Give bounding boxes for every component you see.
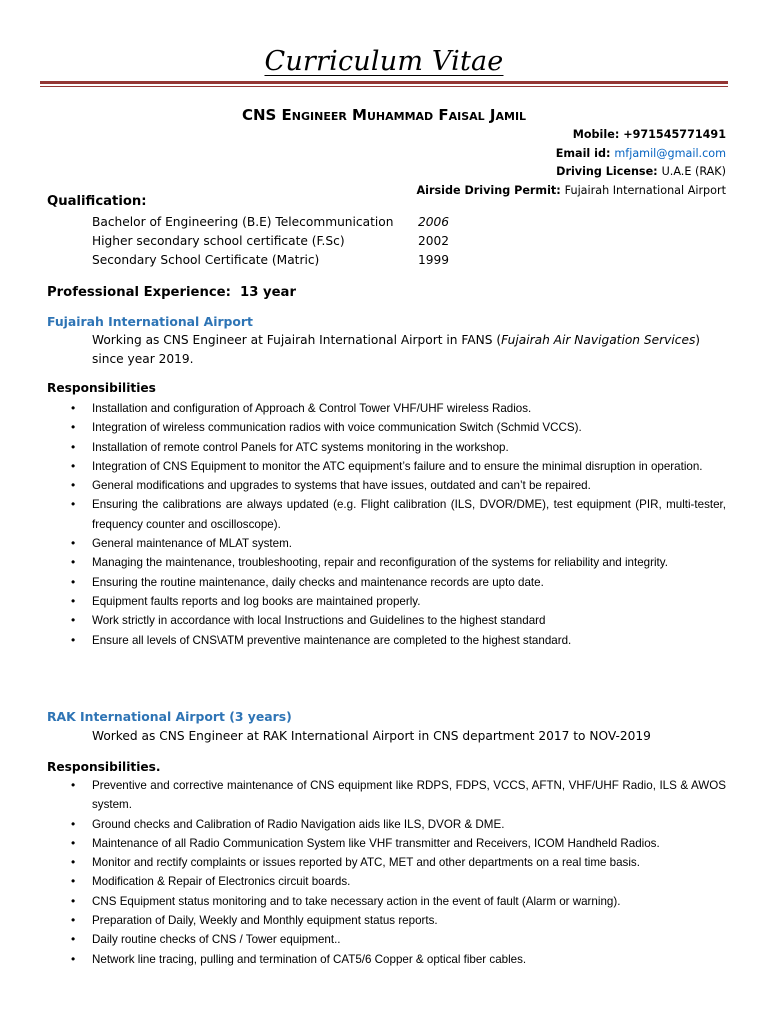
- list-item: • General maintenance of MLAT system.: [92, 534, 726, 553]
- list-item: • Ensure all levels of CNS\ATM preventive maintenance are completed to the highest standard.: [92, 631, 726, 650]
- job-description-text: Working as CNS Engineer at Fujairah International Airport in FANS (: [92, 333, 502, 347]
- contact-mobile: [417, 126, 727, 145]
- mobile-value: +971545771491: [623, 128, 726, 141]
- qualification-row: [92, 213, 468, 232]
- list-item: • Ensuring the routine maintenance, daily checks and maintenance records are upto date.: [92, 573, 726, 592]
- title-divider-thick: [40, 81, 728, 84]
- qualification-degree: Bachelor of Engineering (B.E) Telecommunication: [92, 215, 394, 229]
- document-title: Curriculum Vitae: [264, 46, 504, 77]
- experience-heading: Professional Experience: 13 year: [47, 285, 296, 300]
- qualification-row: [92, 232, 468, 251]
- contact-license: [417, 163, 727, 182]
- list-item: • Network line tracing, pulling and termination of CAT5/6 Copper & optical fiber cables.: [92, 950, 726, 969]
- mobile-label: Mobile:: [572, 128, 620, 141]
- candidate-name: CNS Engineer Muhammad Faisal Jamil: [241, 106, 527, 124]
- email-link[interactable]: mfjamil@gmail.com: [614, 146, 726, 160]
- contact-airside: [417, 182, 727, 201]
- license-label: Driving License:: [556, 165, 658, 178]
- list-item: • Installation and configuration of Approach & Control Tower VHF/UHF wireless Radios.: [92, 399, 726, 418]
- responsibilities-list: [92, 776, 726, 969]
- list-item: • Modification & Repair of Electronics circuit boards.: [92, 872, 726, 891]
- list-item: • Installation of remote control Panels for ATC systems monitoring in the workshop.: [92, 438, 726, 457]
- qualification-year: 2006: [418, 215, 450, 229]
- responsibilities-list: [92, 399, 726, 650]
- license-value: U.A.E (RAK): [661, 165, 726, 178]
- qualification-heading: Qualification:: [47, 194, 147, 209]
- qualification-row: [92, 251, 468, 270]
- list-item: • CNS Equipment status monitoring and to take necessary action in the event of fault (Alarm or warning).: [92, 892, 726, 911]
- responsibilities-heading: Responsibilities.: [47, 760, 161, 774]
- list-item: • Equipment faults reports and log books are maintained properly.: [92, 592, 726, 611]
- job-description: Worked as CNS Engineer at RAK International Airport in CNS department 2017 to NOV-2019: [92, 729, 651, 743]
- list-item: • Ground checks and Calibration of Radio Navigation aids like ILS, DVOR & DME.: [92, 815, 726, 834]
- email-label: Email id:: [555, 146, 611, 160]
- qualification-year: 2002: [418, 234, 450, 248]
- qualification-table: [92, 213, 468, 270]
- list-item: • Preparation of Daily, Weekly and Monthly equipment status reports.: [92, 911, 726, 930]
- list-item: • Work strictly in accordance with local Instructions and Guidelines to the highest standard: [92, 611, 726, 630]
- airside-label: Airside Driving Permit:: [416, 183, 561, 197]
- list-item: • Managing the maintenance, troubleshooting, repair and reconfiguration of the systems for reliability and integrity.: [92, 553, 726, 572]
- list-item: • Integration of wireless communication radios with voice communication Switch (Schmid VCCS).: [92, 418, 726, 437]
- list-item: • Ensuring the calibrations are always updated (e.g. Flight calibration (ILS, DVOR/DME), test equipment (PIR, multi-tester, frequency counter and oscilloscope).: [92, 495, 726, 534]
- qualification-degree: Secondary School Certificate (Matric): [92, 253, 320, 267]
- job-organization: RAK International Airport (3 years): [47, 709, 292, 724]
- job-description-text: ) since year 2019.: [92, 333, 701, 366]
- list-item: • Preventive and corrective maintenance of CNS equipment like RDPS, FDPS, VCCS, AFTN, VHF/UHF Radio, ILS & AWOS system.: [92, 776, 726, 815]
- title-divider-thin: [40, 86, 728, 87]
- job-description: [92, 331, 728, 369]
- job-organization: Fujairah International Airport: [47, 314, 253, 329]
- contact-block: [417, 126, 727, 200]
- list-item: • General modifications and upgrades to systems that have issues, outdated and can’t be repaired.: [92, 476, 726, 495]
- qualification-year: 1999: [418, 253, 450, 267]
- list-item: • Maintenance of all Radio Communication System like VHF transmitter and Receivers, ICOM Handheld Radios.: [92, 834, 726, 853]
- airside-value: Fujairah International Airport: [564, 183, 726, 197]
- responsibilities-heading: Responsibilities: [47, 381, 156, 395]
- contact-email: [417, 145, 727, 164]
- list-item: • Integration of CNS Equipment to monitor the ATC equipment’s failure and to ensure the minimal disruption in operation.: [92, 457, 726, 476]
- list-item: • Monitor and rectify complaints or issues reported by ATC, MET and other departments on a real time basis.: [92, 853, 726, 872]
- qualification-degree: Higher secondary school certificate (F.Sc): [92, 234, 345, 248]
- list-item: • Daily routine checks of CNS / Tower equipment..: [92, 930, 726, 949]
- job-description-italic: Fujairah Air Navigation Services: [501, 333, 696, 347]
